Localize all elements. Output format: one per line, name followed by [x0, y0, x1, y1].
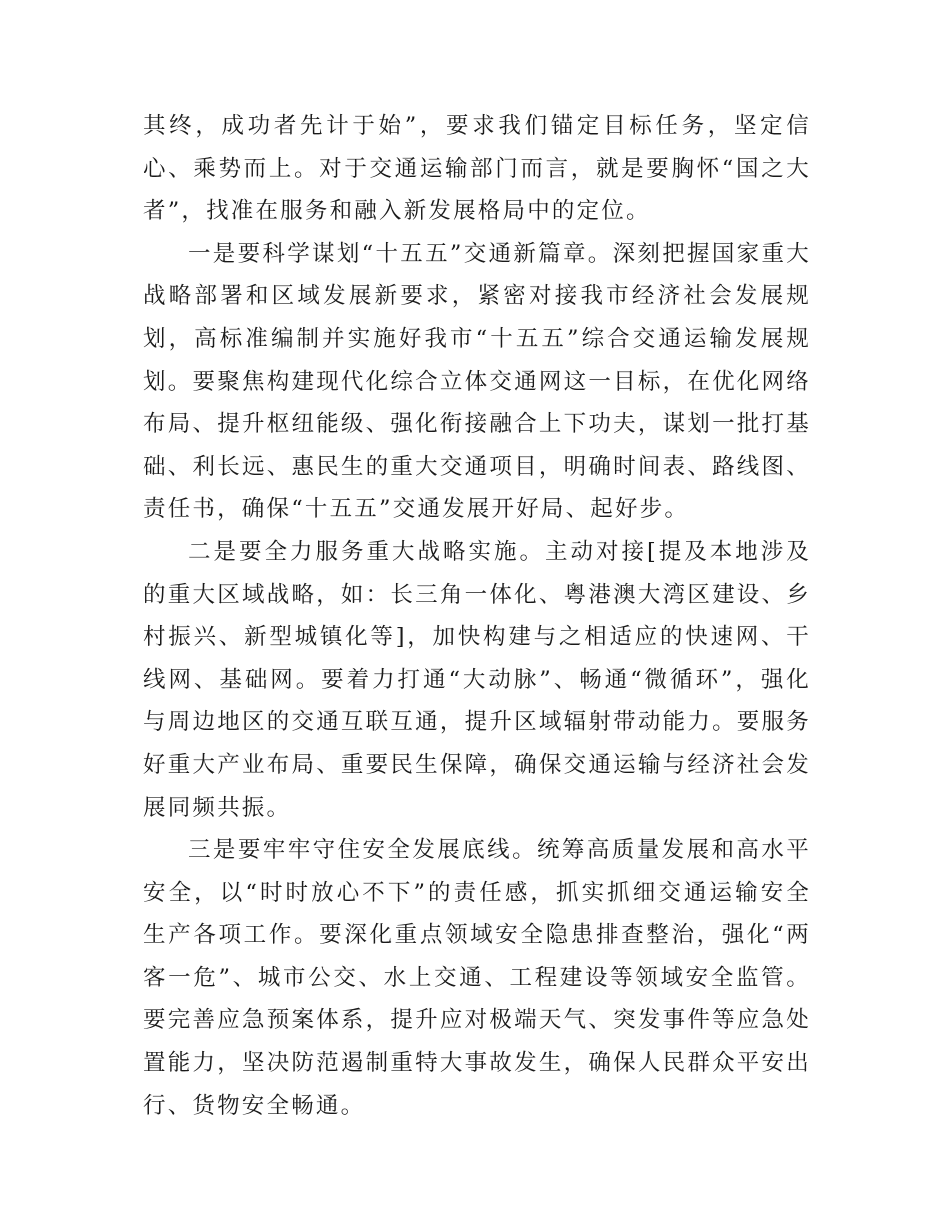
paragraph-strategy: 二是要全力服务重大战略实施。主动对接[提及本地涉及的重大区域战略，如：长三角一体化、粤港澳大湾区建设、乡村振兴、新型城镇化等]，加快构建与之相适应的快速网、干线网、基础网。要着力打通“大动脉”、畅通“微循环”，强化与周边地区的交通互联互通，提升区域辐射带动能力。要服务好重大产业布局、重要民生保障，确保交通运输与经济社会发展同频共振。	[143, 538, 811, 821]
paragraph-planning: 一是要科学谋划“十五五”交通新篇章。深刻把握国家重大战略部署和区域发展新要求，紧密对接我市经济社会发展规划，高标准编制并实施好我市“十五五”综合交通运输发展规划。要聚焦构建现代化综合立体交通网这一目标，在优化网络布局、提升枢纽能级、强化衔接融合上下功夫，谋划一批打基础、利长远、惠民生的重大交通项目，明确时间表、路线图、责任书，确保“十五五”交通发展开好局、起好步。	[143, 240, 811, 523]
paragraph-continuation: 其终，成功者先计于始”，要求我们锚定目标任务，坚定信心、乘势而上。对于交通运输部门而言，就是要胸怀“国之大者”，找准在服务和融入新发展格局中的定位。	[143, 113, 811, 225]
paragraph-safety: 三是要牢牢守住安全发展底线。统筹高质量发展和高水平安全，以“时时放心不下”的责任感，抓实抓细交通运输安全生产各项工作。要深化重点领域安全隐患排查整治，强化“两客一危”、城市公交、水上交通、工程建设等领域安全监管。要完善应急预案体系，提升应对极端天气、突发事件等应急处置能力，坚决防范遏制重特大事故发生，确保人民群众平安出行、货物安全畅通。	[143, 837, 811, 1119]
document-body	[143, 105, 811, 1127]
